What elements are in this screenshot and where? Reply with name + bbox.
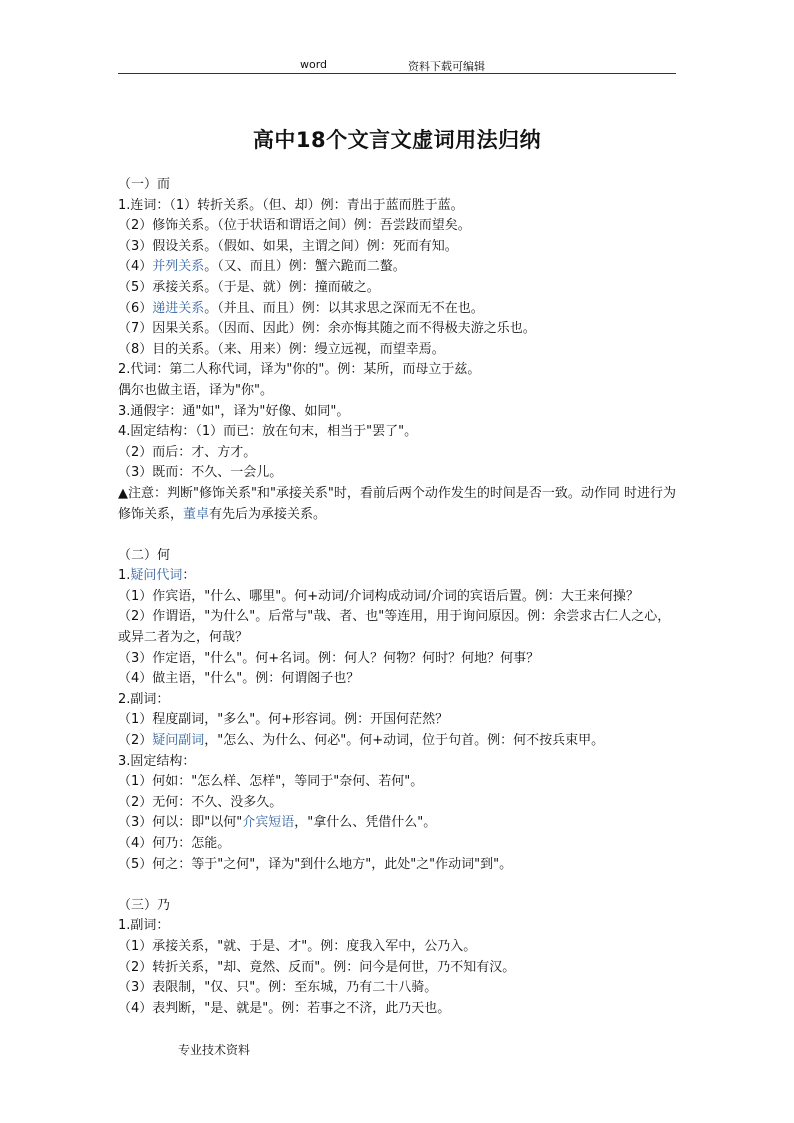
text-line: 1.连词：（1）转折关系。（但、却）例：青出于蓝而胜于蓝。	[118, 197, 464, 213]
header-right: 资料下载可编辑	[408, 60, 485, 73]
text-line: （2）修饰关系。（位于状语和谓语之间）例：吾尝跂而望矣。	[118, 218, 471, 234]
term-link[interactable]: 董卓	[183, 506, 210, 522]
term-link[interactable]: 并列关系	[152, 259, 205, 275]
text-line: 3.通假字：通"如"，译为"好像、如同"。	[118, 403, 350, 419]
text-line: （5）何之：等于"之何"，译为"到什么地方"，此处"之"作动词"到"。	[118, 856, 513, 872]
text-line: （4）做主语，"什么"。例：何谓阁子也？	[118, 671, 360, 687]
text-line: （6）递进关系。（并且、而且）例：以其求思之深而无不在也。	[118, 300, 484, 316]
text-line: （3）既而：不久、一会儿。	[118, 465, 283, 481]
text-line: 2.副词：	[118, 691, 170, 707]
page-header	[118, 57, 676, 74]
section-heading: （二）何	[118, 547, 171, 563]
text-line: （4）表判断，"是、就是"。例：若事之不济，此乃天也。	[118, 1000, 451, 1016]
text-line: （2）疑问副词，"怎么、为什么、何必"。何+动词，位于句首。例：何不按兵束甲。	[118, 733, 605, 749]
text-line: （2）无何：不久、没多久。	[118, 794, 283, 810]
text-line: （3）何以：即"以何"介宾短语，"拿什么、凭借什么"。	[118, 815, 437, 831]
document-body	[118, 175, 678, 1019]
page-footer: 专业技术资料	[178, 1043, 251, 1057]
text-line: 偶尔也做主语，译为"你"。	[118, 382, 273, 398]
note-line: ▲注意：判断"修饰关系"和"承接关系"时，看前后两个动作发生的时间是否一致。动作同 时进行为修饰关系，董卓有先后为承接关系。	[118, 485, 677, 522]
text-line: （2）作谓语，"为什么"。后常与"哉、者、也"等连用，用于询问原因。例：余尝求古仁人之心，或异二者为之，何哉？	[118, 609, 671, 646]
section-heading: （一）而	[118, 177, 171, 192]
text-line: 1.副词：	[118, 918, 170, 934]
text-line: （7）因果关系。（因而、因此）例：余亦悔其随之而不得极夫游之乐也。	[118, 321, 536, 337]
term-link[interactable]: 介宾短语	[242, 815, 295, 831]
text-line: （4）何乃：怎能。	[118, 836, 231, 851]
term-link[interactable]: 递进关系	[152, 300, 205, 316]
page-title: 高中18个文言文虚词用法归纳	[252, 128, 542, 152]
text-line: （2）转折关系，"却、竟然、反而"。例：问今是何世，乃不知有汉。	[118, 959, 516, 975]
text-line: （1）程度副词，"多么"。何+形容词。例：开国何茫然？	[118, 712, 449, 728]
text-line: （4）并列关系。（又、而且）例：蟹六跪而二螯。	[118, 259, 406, 275]
text-line: （3）表限制，"仅、只"。例：至东城，乃有二十八骑。	[118, 980, 438, 996]
text-line: 2.代词：第二人称代词，译为"你的"。例：某所，而母立于兹。	[118, 362, 481, 378]
section-heading: （三）乃	[118, 897, 171, 913]
text-line: （1）何如："怎么样、怎样"，等同于"奈何、若何"。	[118, 774, 424, 790]
term-link[interactable]: 疑问代词	[130, 568, 183, 584]
text-line: 4.固定结构：（1）而已：放在句末，相当于"罢了"。	[118, 424, 418, 440]
text-line: （5）承接关系。（于是、就）例：撞而破之。	[118, 279, 380, 295]
text-line: 1.疑问代词：	[118, 568, 196, 584]
text-line: （3）假设关系。（假如、如果，主谓之间）例：死而有知。	[118, 238, 458, 254]
text-line: 3.固定结构：	[118, 753, 196, 769]
text-line: （2）而后：才、方才。	[118, 444, 257, 460]
text-line: （1）承接关系，"就、于是、才"。例：度我入军中，公乃入。	[118, 938, 477, 954]
text-line: （3）作定语，"什么"。何+名词。例：何人？何物？何时？何地？何事？	[118, 650, 540, 666]
text-line: （8）目的关系。（来、用来）例：缦立远视，而望幸焉。	[118, 341, 445, 357]
term-link[interactable]: 疑问副词	[152, 733, 205, 749]
header-left: word	[300, 58, 328, 71]
text-line: （1）作宾语，"什么、哪里"。何+动词/介词构成动词/介词的宾语后置。例：大王来何操？	[118, 588, 639, 604]
